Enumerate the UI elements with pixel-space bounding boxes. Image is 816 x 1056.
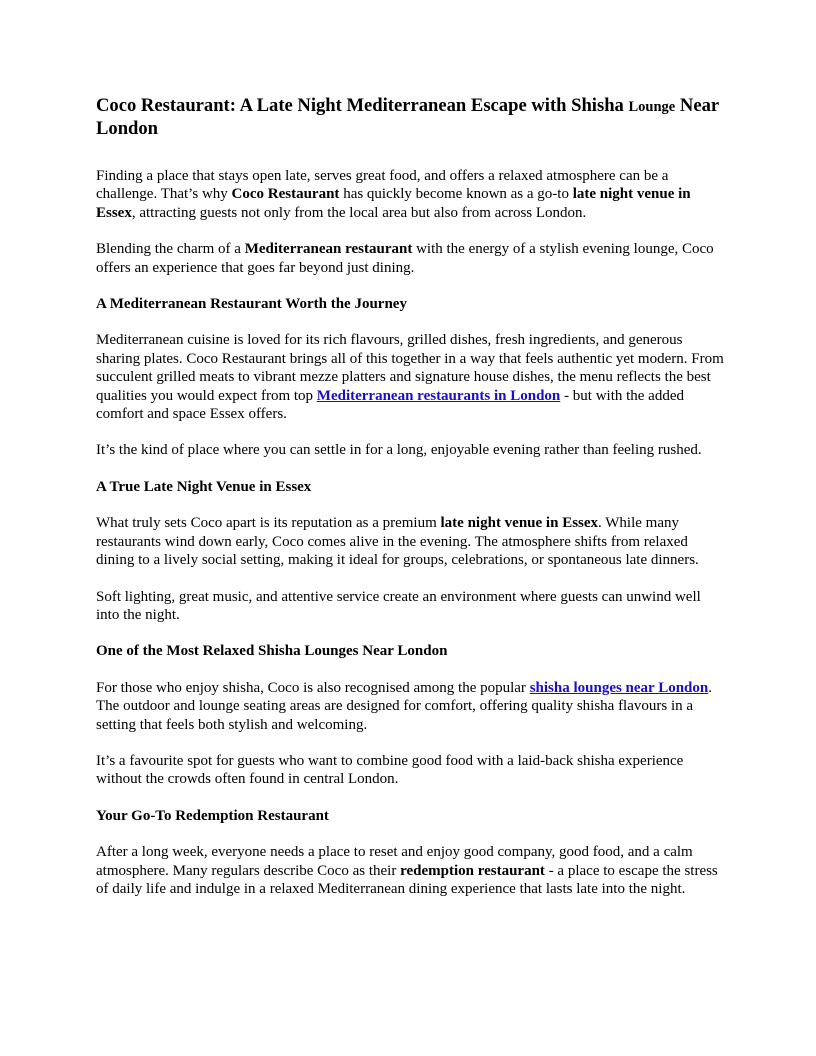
mediterranean-restaurants-link[interactable]: Mediterranean restaurants in London <box>316 387 561 404</box>
text-run: Finding a place that stays open late, serves great food, and offers a relaxed atmosphere can be a challenge. That’s why <box>96 168 669 203</box>
title-text-end: Near London <box>96 95 719 139</box>
bold-text: Coco Restaurant <box>231 186 340 203</box>
title-text: Coco Restaurant: A Late Night Mediterranean Escape with Shisha <box>96 95 629 116</box>
text-run: Mediterranean cuisine is loved for its rich flavours, grilled dishes, fresh ingredients, and generous sharing plates. Coco Restaurant brings all of this together in a way that feels authentic yet modern. From succulent grilled meats to vibrant mezze platters and signature house dishes, the menu reflects the best qualities you would expect from top <box>96 332 724 404</box>
section1-paragraph-1 <box>96 331 724 423</box>
section3-paragraph-1 <box>96 679 724 734</box>
section3-paragraph-2: It’s a favourite spot for guests who want to combine good food with a laid-back shisha experience without the crowds often found in central London. <box>96 752 684 788</box>
section-heading-mediterranean: A Mediterranean Restaurant Worth the Journey <box>96 296 407 313</box>
bold-text: late night venue in Essex <box>96 186 691 221</box>
document-page <box>96 95 724 916</box>
text-run: has quickly become known as a go-to <box>339 186 573 203</box>
section4-paragraph-1 <box>96 843 724 898</box>
intro-paragraph-2 <box>96 240 724 277</box>
bold-text: Mediterranean restaurant <box>244 241 413 258</box>
text-run: After a long week, everyone needs a place to reset and enjoy good company, good food, and a calm atmosphere. Many regulars describe Coco as their <box>96 844 693 879</box>
text-run: - but with the added comfort and space Essex offers. <box>96 387 685 423</box>
text-run: , attracting guests not only from the local area but also from across London. <box>131 204 587 221</box>
shisha-lounges-link[interactable]: shisha lounges near London <box>529 679 709 696</box>
text-run: Blending the charm of a <box>96 241 245 258</box>
title-lounge-word: Lounge <box>628 99 676 115</box>
text-run: . While many restaurants wind down early, Coco comes alive in the evening. The atmosphere shifts from relaxed dining to a lively social setting, making it ideal for groups, celebrations, or spontaneous late dinners. <box>96 515 699 569</box>
section1-paragraph-2: It’s the kind of place where you can settle in for a long, enjoyable evening rather than feeling rushed. <box>96 442 702 459</box>
section-heading-redemption: Your Go-To Redemption Restaurant <box>96 807 329 824</box>
bold-text: late night venue in Essex <box>440 515 599 532</box>
intro-paragraph-1 <box>96 167 724 222</box>
section2-paragraph-2: Soft lighting, great music, and attentive service create an environment where guests can unwind well into the night. <box>96 588 701 623</box>
page-title <box>96 95 724 139</box>
text-run: - a place to escape the stress of daily life and indulge in a relaxed Mediterranean dining experience that lasts late into the night. <box>96 862 718 897</box>
section2-paragraph-1 <box>96 514 724 569</box>
text-run: . The outdoor and lounge seating areas are designed for comfort, offering quality shisha flavours in a setting that feels both stylish and welcoming. <box>96 679 712 733</box>
bold-text: redemption restaurant <box>400 862 545 879</box>
section-heading-late-night: A True Late Night Venue in Essex <box>96 478 312 495</box>
text-run: What truly sets Coco apart is its reputation as a premium <box>96 515 441 532</box>
text-run: with the energy of a stylish evening lounge, Coco offers an experience that goes far beyond just dining. <box>96 241 714 276</box>
text-run: For those who enjoy shisha, Coco is also recognised among the popular <box>96 679 530 696</box>
section-heading-shisha: One of the Most Relaxed Shisha Lounges Near London <box>96 643 448 660</box>
